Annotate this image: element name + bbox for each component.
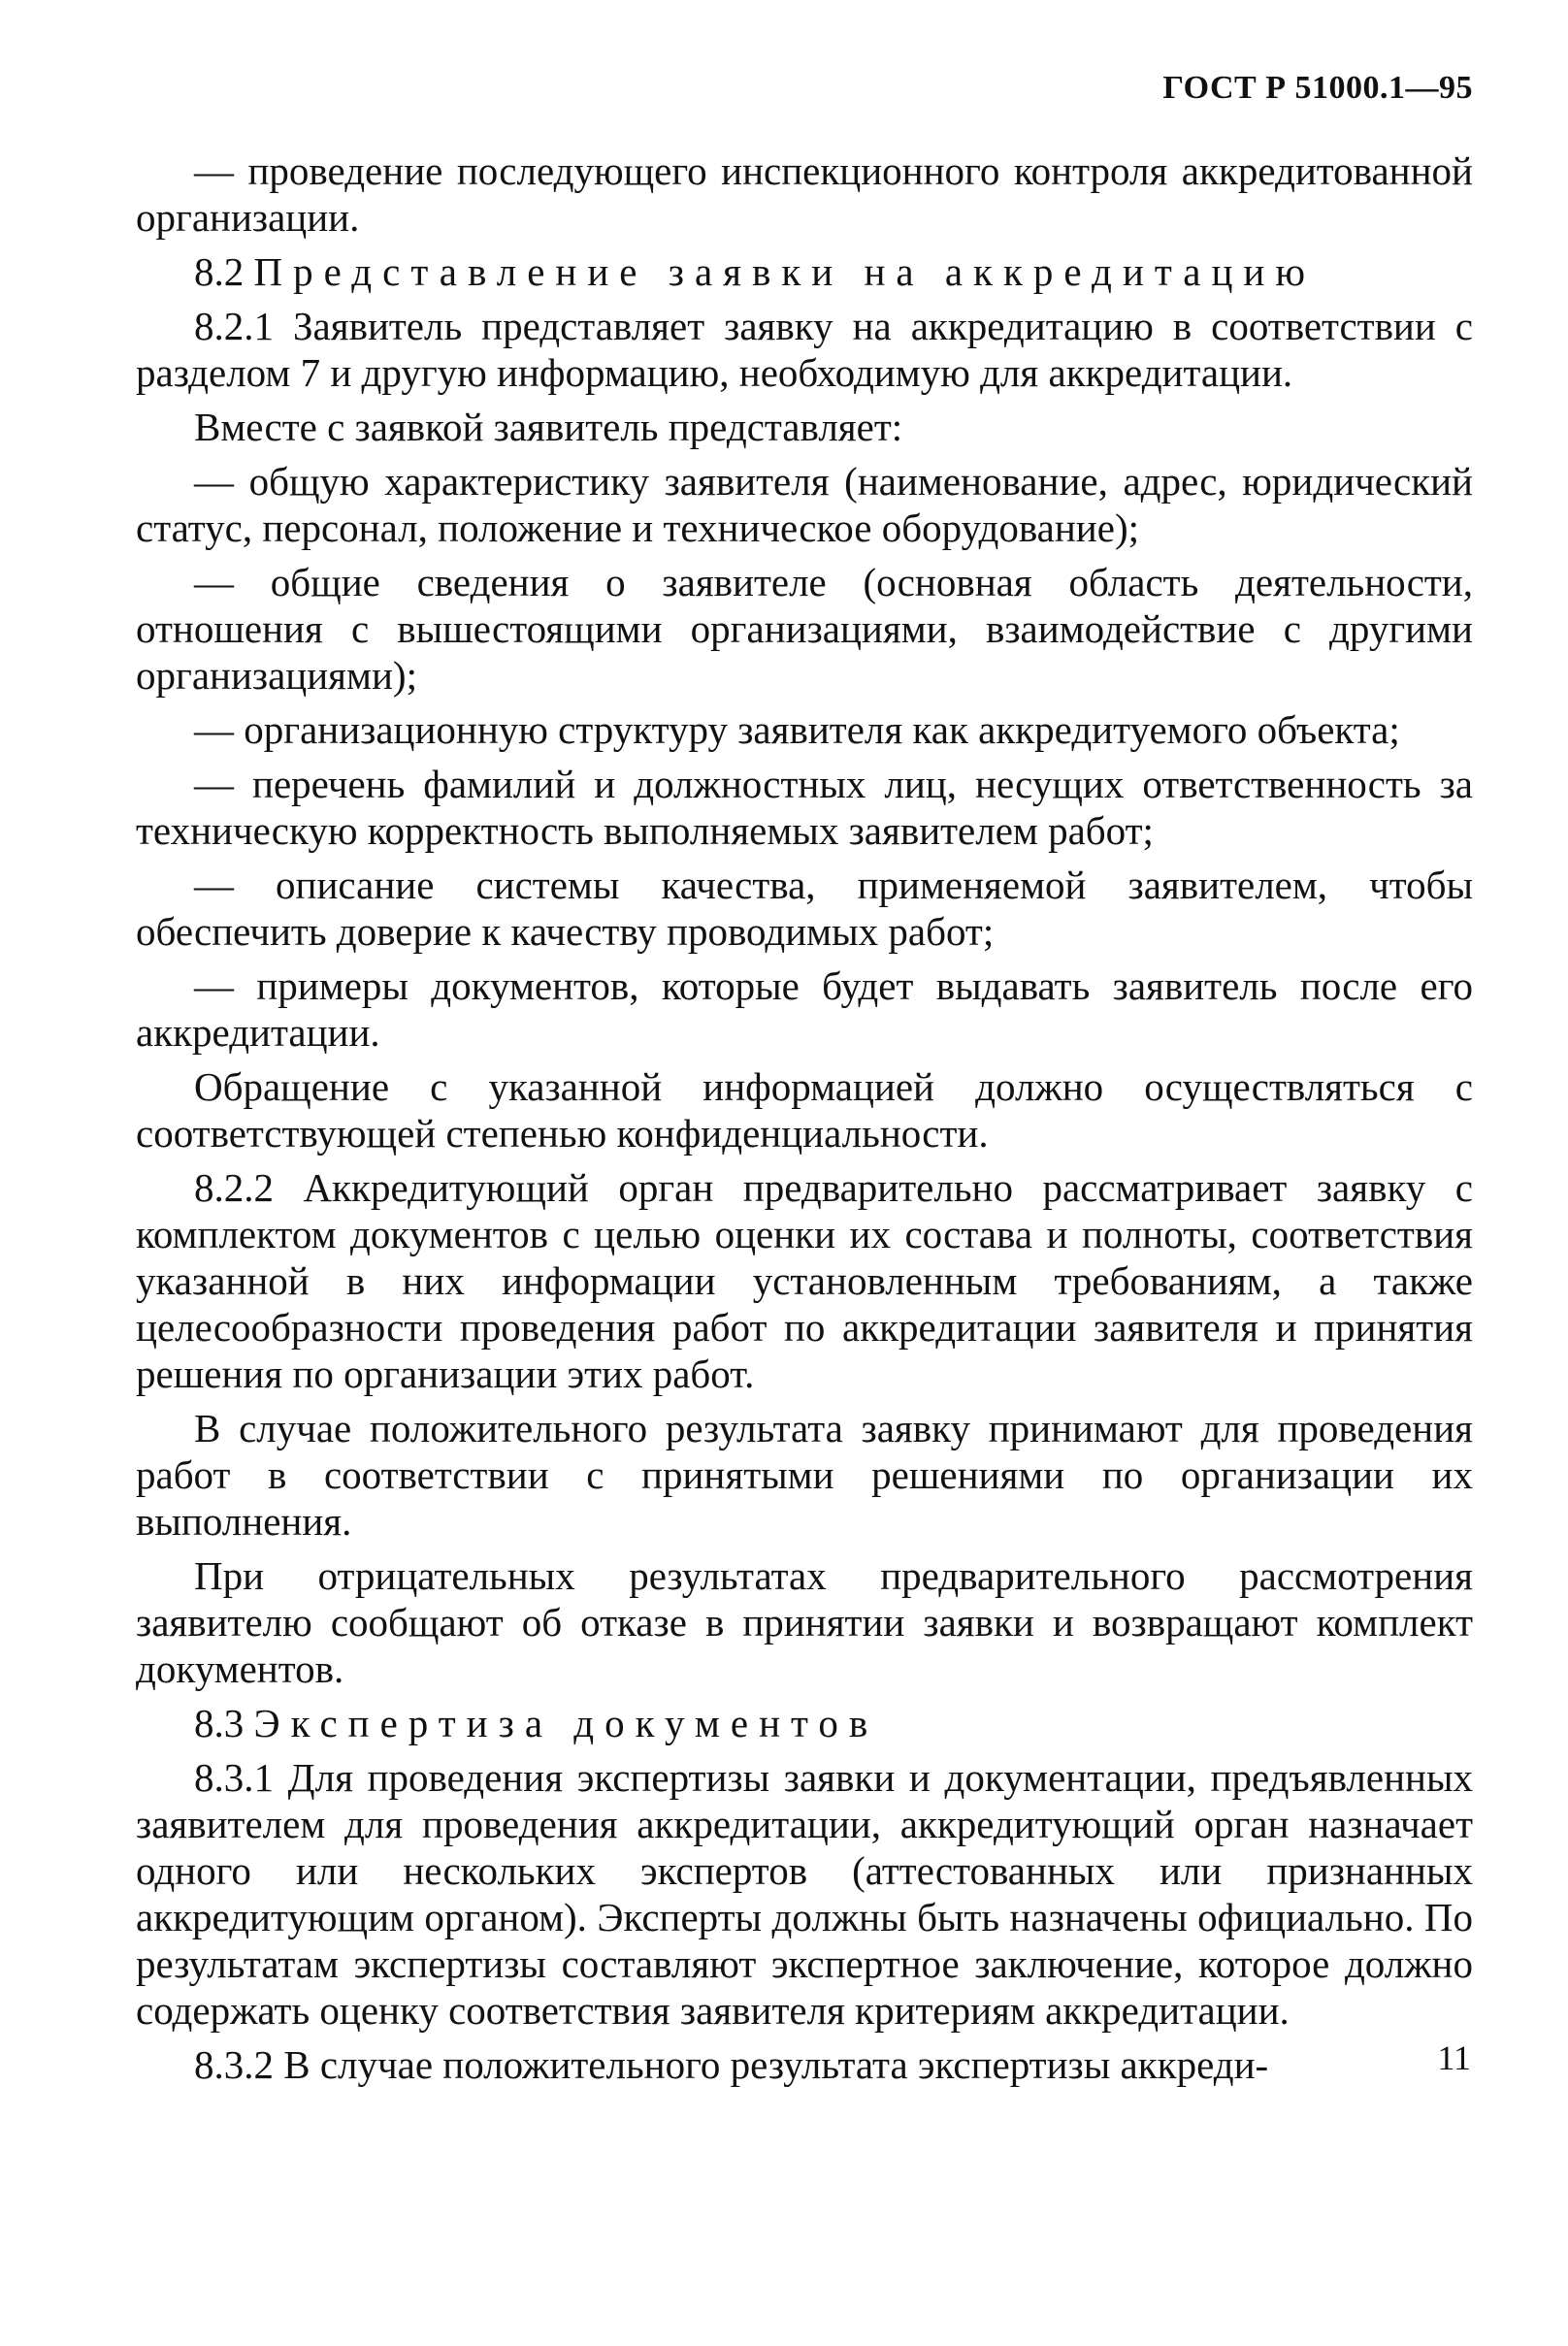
list-item: — организационную структуру заявителя как аккредитуемого объекта; bbox=[194, 707, 1400, 752]
paragraph-negative: При отрицательных результатах предварительного рассмотрения заявителю сообщают об отказе в принятии заявки и возвращают комплект документов. bbox=[136, 1553, 1473, 1691]
page-number: 11 bbox=[1437, 2038, 1471, 2077]
section-title: Представление заявки на аккредитацию bbox=[253, 249, 1316, 294]
section-number: 8.3 bbox=[194, 1701, 245, 1745]
list-item: — общую характеристику заявителя (наименование, адрес, юридический статус, персонал, положение и техническое оборудование); bbox=[136, 459, 1473, 550]
paragraph-together: Вместе с заявкой заявитель представляет: bbox=[194, 405, 903, 449]
paragraph-positive: В случае положительного результата заявку принимают для проведения работ в соответствии с принятыми решениями по организации их выполнения. bbox=[136, 1406, 1473, 1544]
list-item: — перечень фамилий и должностных лиц, несущих ответственность за техническую корректность выполняемых заявителем работ; bbox=[136, 762, 1473, 853]
section-title: Экспертиза документов bbox=[253, 1701, 879, 1745]
list-item: — примеры документов, которые будет выдавать заявитель после его аккредитации. bbox=[136, 963, 1473, 1055]
paragraph-handling: Обращение с указанной информацией должно осуществляться с соответствующей степенью конфиденциальности. bbox=[136, 1064, 1473, 1156]
standard-code-header: ГОСТ Р 51000.1—95 bbox=[1162, 70, 1473, 106]
section-heading-8-3 bbox=[136, 1700, 1473, 1746]
paragraph-8-2-1: 8.2.1 Заявитель представляет заявку на аккредитацию в соответствии с разделом 7 и другую информацию, необходимую для аккредитации. bbox=[136, 304, 1473, 395]
page-body bbox=[136, 147, 1473, 2096]
paragraph-8-3-2: 8.3.2 В случае положительного результата экспертизы аккреди- bbox=[194, 2042, 1269, 2087]
paragraph-8-2-2: 8.2.2 Аккредитующий орган предварительно рассматривает заявку с комплектом документов с целью оценки их состава и полноты, соответствия указанной в них информации установленным требованиям, а также целесообразности проведения работ по аккредитации заявителя и принятия решения по организации этих работ. bbox=[136, 1165, 1473, 1396]
list-item: — общие сведения о заявителе (основная область деятельности, отношения с вышестоящими организациями, взаимодействие с другими организациями); bbox=[136, 560, 1473, 698]
paragraph-8-3-1: 8.3.1 Для проведения экспертизы заявки и документации, предъявленных заявителем для проведения аккредитации, аккредитующий орган назначает одного или нескольких экспертов (аттестованных или признанных аккредитующим органом). Эксперты должны быть назначены официально. По результатам экспертизы составляют экспертное заключение, которое должно содержать оценку соответствия заявителя критериям аккредитации. bbox=[136, 1755, 1473, 2033]
section-heading-8-2 bbox=[136, 248, 1473, 295]
paragraph-continued: — проведение последующего инспекционного контроля аккредитованной организации. bbox=[136, 148, 1473, 240]
list-item: — описание системы качества, применяемой заявителем, чтобы обеспечить доверие к качеству проводимых работ; bbox=[136, 863, 1473, 954]
section-number: 8.2 bbox=[194, 249, 245, 294]
